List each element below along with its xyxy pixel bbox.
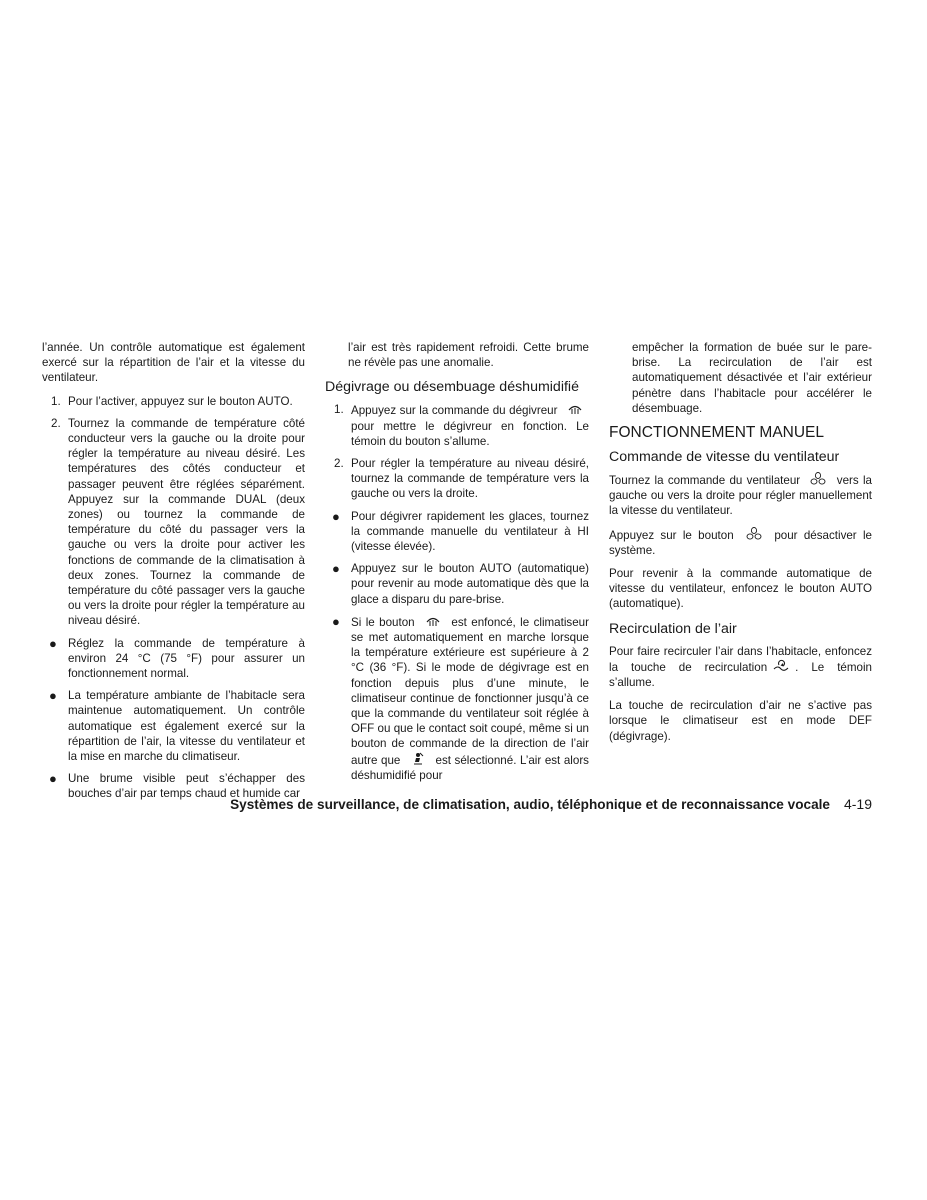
defrost-steps-list xyxy=(325,402,589,501)
column-2 xyxy=(325,340,589,790)
step-text: Tournez la commande de température côté conducteur vers la gauche ou la droite pour régler la température au niveau désiré. Les températures des côtés conducteur et passager peuvent être réglées séparément. Appuyez sur la commande DUAL (deux zones) ou tournez la commande de température du côté du passager vers la gauche ou vers la droite pour activer les fonctions de commande de la climatisation à deux zones. Tournez la commande de température du côté passager vers la gauche ou vers la droite pour régler la température au niveau désiré. xyxy=(68,416,305,628)
bullet-list xyxy=(42,636,305,802)
bullet-item xyxy=(42,688,305,764)
bullet-text-mid: est enfoncé, le climatiseur se met automatiquement en marche lorsque la température extérieure est supérieure à 2 °C (36 °F). Si le mode de dégivrage est en fonction depuis plus d’une minute, le climatiseur continue de fonctionner jusqu’à ce que la commande du ventilateur soit réglée à OFF ou que le contact soit coupé, même si un bouton de commande de la direction de l’air autre que xyxy=(351,615,589,767)
bullet-dot-icon: ● xyxy=(332,613,340,629)
bullet-text: Pour dégivrer rapidement les glaces, tournez la commande manuelle du ventilateur à HI (vitesse élevée). xyxy=(351,509,589,554)
step-2 xyxy=(42,416,305,629)
defrost-bullet-list xyxy=(325,509,589,783)
bullet-text: Une brume visible peut s’échapper des bouches d’air par temps chaud et humide car xyxy=(68,772,305,801)
air-recirculation-icon xyxy=(767,659,795,673)
fan-paragraph-1 xyxy=(609,472,872,519)
column-3 xyxy=(609,340,872,752)
step-text-pre: Appuyez sur la commande du dégivreur xyxy=(351,404,558,418)
fan-text-pre: Tournez la commande du ventilateur xyxy=(609,474,801,488)
section-heading-defrost: Dégivrage ou désembuage déshumidifié xyxy=(325,379,579,396)
bullet-text-post: est sélectionné. L’air est alors déshumidifié pour xyxy=(351,753,589,782)
fan-text-pre: Appuyez sur le bouton xyxy=(609,528,734,542)
front-defroster-icon xyxy=(561,402,589,416)
page-number: 4-19 xyxy=(843,796,872,812)
bullet-item xyxy=(325,509,589,555)
bullet-text: La température ambiante de l’habitacle sera maintenue automatiquement. Un contrôle automatique est également exercé sur la répartition de l’air, la vitesse du ventilateur et la mise en marche du climatiseur. xyxy=(68,689,305,764)
step-number: 1. xyxy=(334,403,344,417)
section-heading-manual: FONCTIONNEMENT MANUEL xyxy=(609,424,825,442)
bullet-item xyxy=(325,561,589,607)
bullet-text: Appuyez sur le bouton AUTO (automatique) pour revenir au mode automatique dès que la glace a disparu du pare-brise. xyxy=(351,562,589,606)
continued-paragraph: l’air est très rapidement refroidi. Cette brume ne révèle pas une anomalie. xyxy=(348,341,589,370)
fan-text-post: vers la gauche ou vers la droite pour régler manuellement la vitesse du ventilateur. xyxy=(609,474,872,518)
defrost-step-1 xyxy=(325,402,589,449)
page-footer xyxy=(0,795,872,814)
step-1 xyxy=(42,394,305,409)
recirc-text-pre: Pour faire recirculer l’air dans l’habitacle, enfoncez la touche de recirculation xyxy=(609,644,872,674)
fan-icon xyxy=(804,472,832,486)
section-heading-recirculation: Recirculation de l’air xyxy=(609,620,737,637)
step-number: 2. xyxy=(334,457,344,471)
fan-text-post: pour désactiver le système. xyxy=(609,528,873,557)
steps-list xyxy=(42,394,305,629)
bullet-item xyxy=(42,636,305,682)
step-text-post: pour mettre le dégivreur en fonction. Le témoin du bouton s’allume. xyxy=(351,419,589,448)
footer-title: Systèmes de surveillance, de climatisation, audio, téléphonique et de reconnaissance vocale xyxy=(230,797,830,812)
step-number: 2. xyxy=(51,416,61,430)
step-text: Pour l’activer, appuyez sur le bouton AUTO. xyxy=(68,394,293,408)
floor-defrost-mode-icon xyxy=(404,752,432,766)
fan-icon xyxy=(740,527,768,541)
recirc-text-post: . Le témoin s’allume. xyxy=(609,660,872,690)
bullet-item xyxy=(325,614,589,783)
bullet-text: Réglez la commande de température à environ 24 °C (75 °F) pour assurer un fonctionnement normal. xyxy=(68,636,305,681)
recirc-paragraph-1 xyxy=(609,644,872,691)
fan-paragraph-2 xyxy=(609,527,872,558)
column-1 xyxy=(42,340,305,809)
intro-paragraph: l’année. Un contrôle automatique est également exercé sur la répartition de l’air et la vitesse du ventilateur. xyxy=(42,341,305,385)
step-text: Pour régler la température au niveau désiré, tournez la commande de température vers la gauche ou vers la droite. xyxy=(351,457,589,501)
defrost-step-2 xyxy=(325,456,589,502)
bullet-dot-icon: ● xyxy=(332,561,340,577)
front-defroster-icon xyxy=(419,614,447,628)
recirc-paragraph-2: La touche de recirculation d’air ne s’active pas lorsque le climatiseur est en mode DEF (dégivrage). xyxy=(609,699,872,743)
bullet-dot-icon: ● xyxy=(49,688,57,704)
continued-paragraph: empêcher la formation de buée sur le pare-brise. La recirculation de l’air est automatiquement désactivée et l’air extérieur pénètre dans l’habitacle pour accélérer le désembuage. xyxy=(632,341,872,415)
bullet-dot-icon: ● xyxy=(332,508,340,524)
fan-paragraph-3: Pour revenir à la commande automatique de vitesse du ventilateur, enfoncez le bouton AUTO (automatique). xyxy=(609,567,872,611)
bullet-dot-icon: ● xyxy=(49,771,57,787)
bullet-dot-icon: ● xyxy=(49,635,57,651)
bullet-text-pre: Si le bouton xyxy=(351,615,415,629)
section-heading-fan: Commande de vitesse du ventilateur xyxy=(609,449,840,466)
step-number: 1. xyxy=(51,394,61,408)
